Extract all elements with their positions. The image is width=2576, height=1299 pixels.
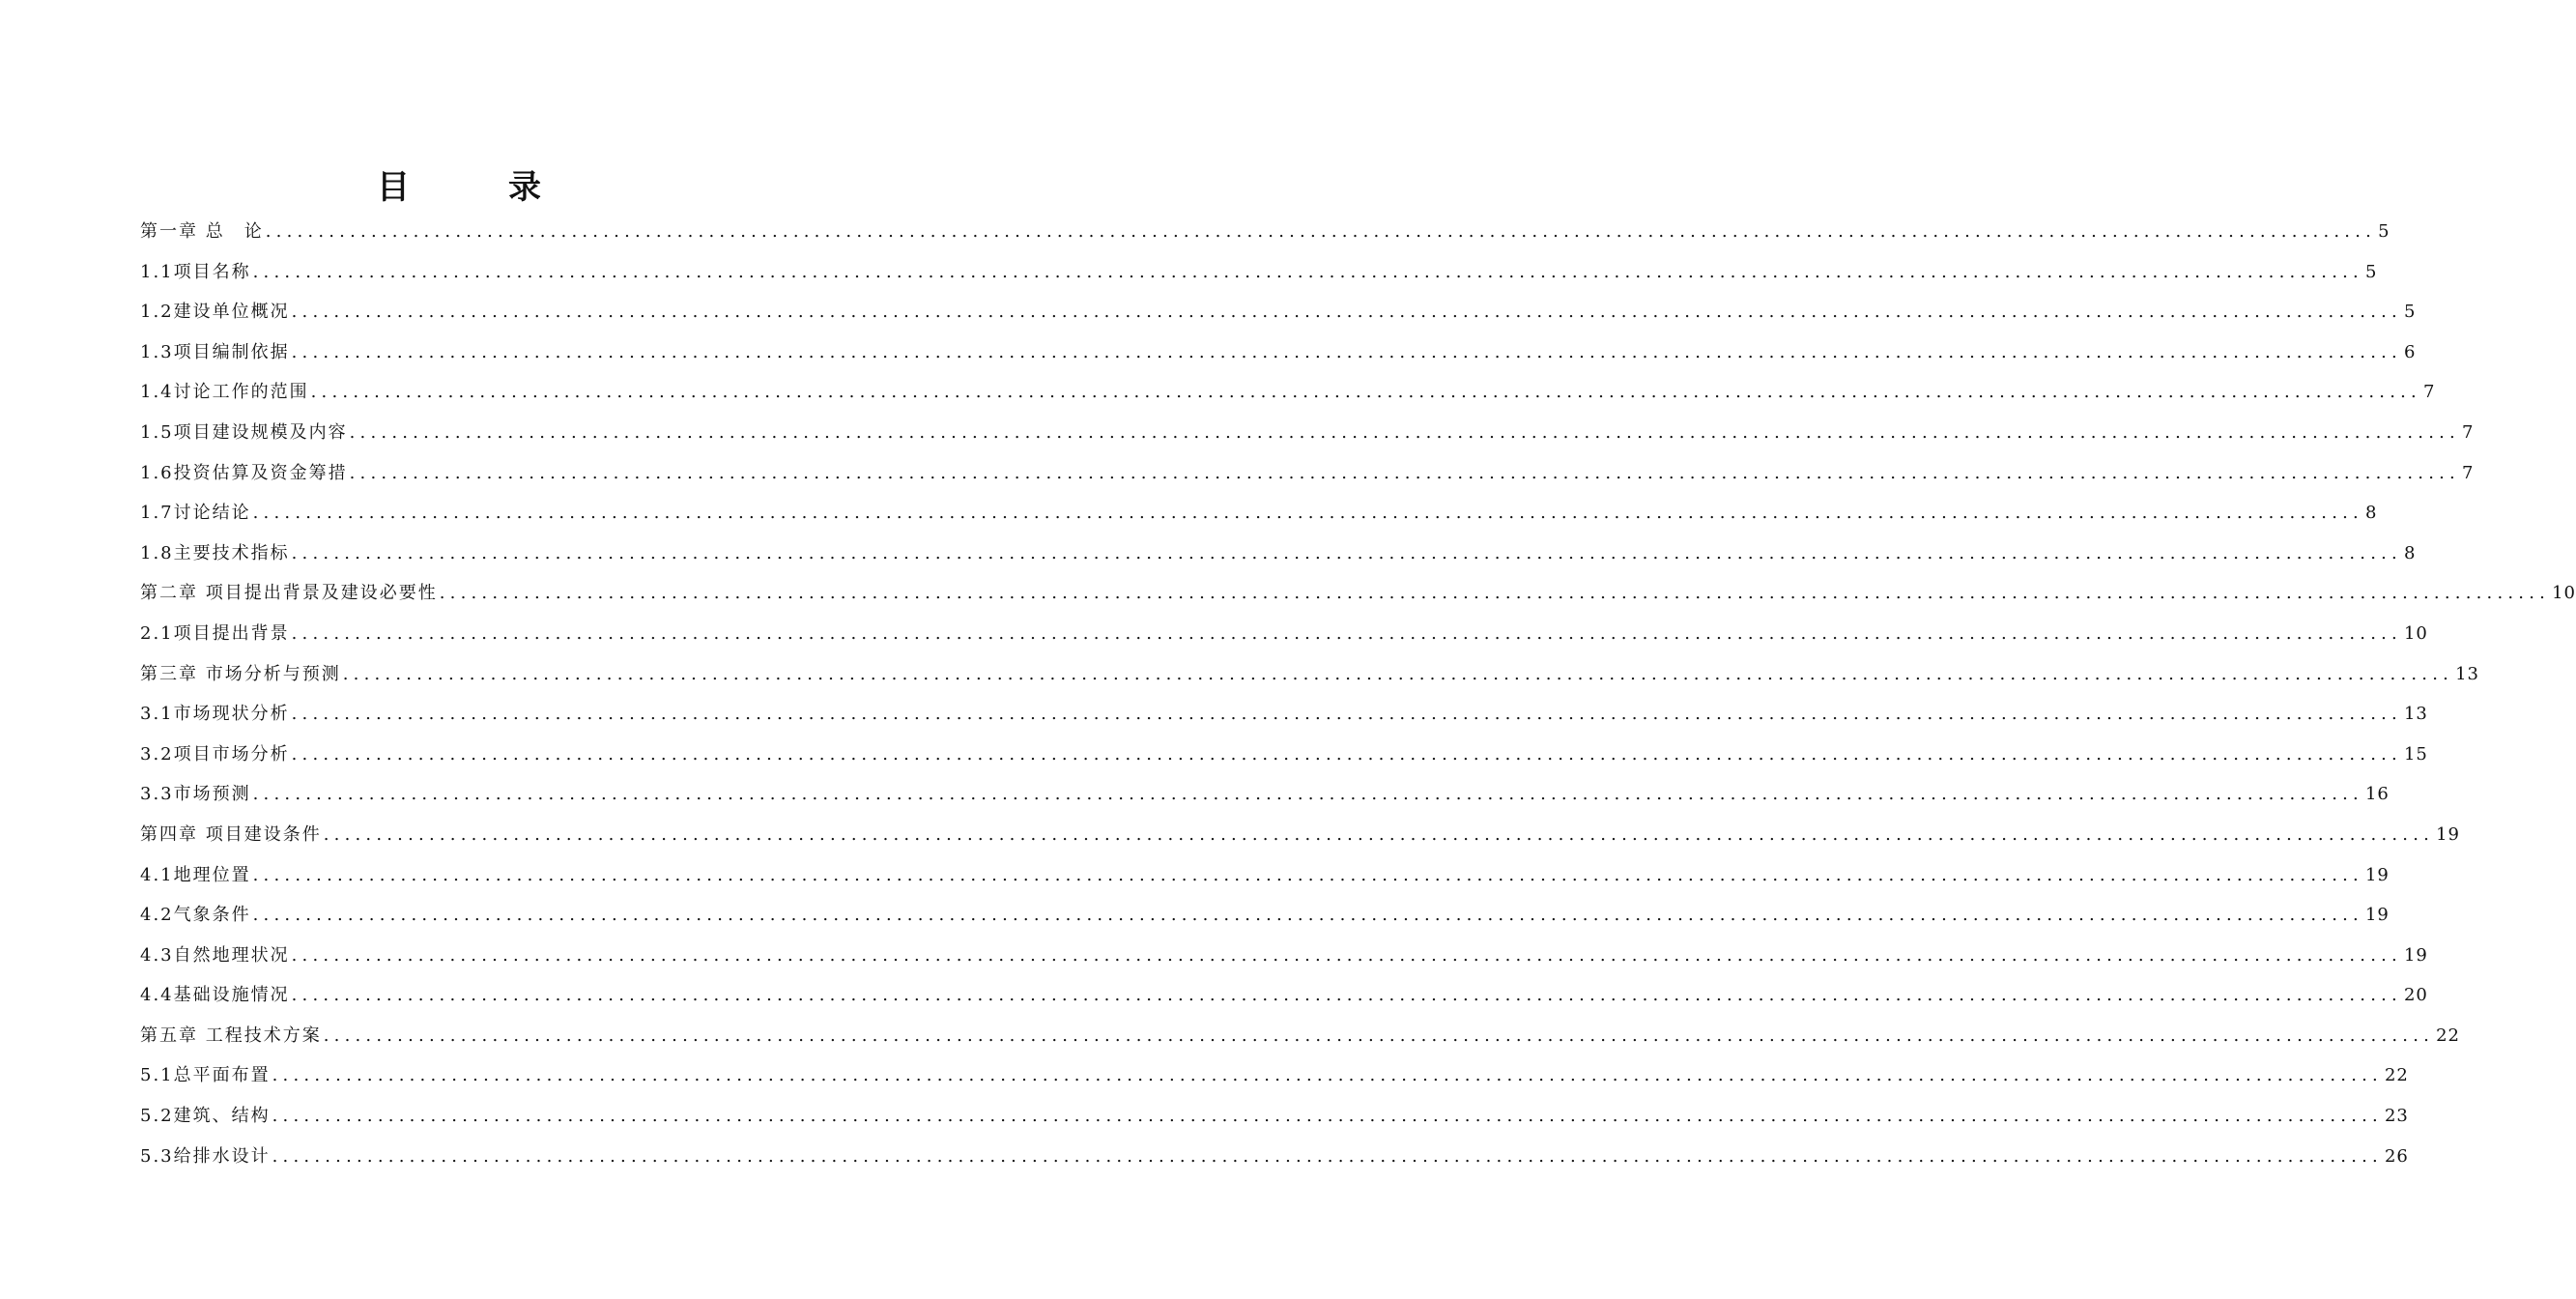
toc-entry-page-number: 22: [2384, 1065, 2409, 1086]
toc-entry-label: 5.2建筑、结构: [140, 1106, 271, 1127]
toc-entry-label: 3.2项目市场分析: [140, 743, 290, 765]
toc-entry[interactable]: [140, 975, 2428, 1016]
toc-entry-label: 第二章 项目提出背景及建设必要性: [140, 583, 438, 604]
table-of-contents: [140, 212, 2576, 1176]
toc-entry-page-number: 7: [2422, 382, 2436, 403]
toc-entry[interactable]: [140, 614, 2428, 654]
toc-entry[interactable]: [140, 453, 2475, 494]
toc-entry-label: 第三章 市场分析与预测: [140, 663, 341, 684]
toc-entry[interactable]: [140, 332, 2417, 373]
toc-leader-dots: ........................................................................................................................................................................................................: [342, 663, 2454, 684]
toc-leader-dots: ........................................................................................................................................................................................................: [265, 221, 2377, 242]
toc-entry[interactable]: [140, 1016, 2460, 1056]
toc-leader-dots: ........................................................................................................................................................................................................: [272, 1145, 2383, 1167]
toc-entry-label: 1.8主要技术指标: [140, 542, 290, 563]
toc-entry-label: 5.1总平面布置: [140, 1065, 271, 1086]
toc-entry-page-number: 15: [2403, 743, 2428, 765]
toc-leader-dots: ........................................................................................................................................................................................................: [272, 1065, 2383, 1086]
toc-leader-dots: ........................................................................................................................................................................................................: [349, 421, 2460, 443]
toc-entry-label: 1.5项目建设规模及内容: [140, 421, 348, 443]
toc-entry-page-number: 13: [2455, 663, 2479, 684]
toc-entry-label: 第五章 工程技术方案: [140, 1025, 322, 1046]
toc-leader-dots: ........................................................................................................................................................................................................: [349, 462, 2460, 483]
toc-entry-label: 1.2建设单位概况: [140, 302, 290, 323]
toc-entry[interactable]: [140, 654, 2479, 695]
toc-leader-dots: ........................................................................................................................................................................................................: [291, 542, 2402, 563]
toc-entry-label: 1.4讨论工作的范围: [140, 382, 309, 403]
toc-entry-label: 1.6投资估算及资金筹措: [140, 462, 348, 483]
toc-entry[interactable]: [140, 694, 2428, 735]
toc-entry-page-number: 6: [2403, 341, 2417, 362]
toc-entry[interactable]: [140, 573, 2576, 614]
toc-leader-dots: ........................................................................................................................................................................................................: [323, 823, 2435, 845]
toc-entry[interactable]: [140, 372, 2436, 413]
toc-leader-dots: ........................................................................................................................................................................................................: [310, 382, 2421, 403]
toc-entry-label: 4.2气象条件: [140, 905, 251, 926]
toc-entry-page-number: 19: [2436, 823, 2460, 845]
toc-entry-page-number: 10: [2403, 622, 2428, 644]
toc-entry-page-number: 8: [2403, 542, 2417, 563]
toc-leader-dots: ........................................................................................................................................................................................................: [252, 261, 2363, 282]
toc-entry-page-number: 7: [2461, 421, 2475, 443]
toc-entry[interactable]: [140, 212, 2390, 252]
toc-leader-dots: ........................................................................................................................................................................................................: [291, 944, 2402, 966]
toc-entry-page-number: 19: [2364, 905, 2390, 926]
toc-entry-page-number: 10: [2552, 583, 2576, 604]
toc-entry[interactable]: [140, 855, 2390, 896]
toc-leader-dots: ........................................................................................................................................................................................................: [291, 704, 2402, 725]
toc-entry-label: 1.7讨论结论: [140, 503, 251, 524]
toc-leader-dots: ........................................................................................................................................................................................................: [291, 985, 2402, 1006]
toc-entry-page-number: 22: [2436, 1025, 2460, 1046]
toc-entry-label: 4.4基础设施情况: [140, 985, 290, 1006]
toc-entry-page-number: 20: [2403, 985, 2428, 1006]
toc-entry[interactable]: [140, 1055, 2409, 1096]
toc-entry-page-number: 5: [2403, 302, 2417, 323]
toc-entry-page-number: 16: [2364, 784, 2390, 805]
toc-entry-page-number: 8: [2364, 503, 2378, 524]
toc-entry-label: 3.1市场现状分析: [140, 704, 290, 725]
toc-entry-page-number: 26: [2384, 1145, 2409, 1167]
toc-entry-label: 2.1项目提出背景: [140, 622, 290, 644]
toc-entry-page-number: 19: [2364, 864, 2390, 885]
toc-entry-label: 4.1地理位置: [140, 864, 251, 885]
toc-entry-label: 第一章 总 论: [140, 221, 264, 242]
toc-entry-page-number: 7: [2461, 462, 2475, 483]
toc-entry[interactable]: [140, 774, 2390, 815]
toc-entry-label: 4.3自然地理状况: [140, 944, 290, 966]
toc-leader-dots: ........................................................................................................................................................................................................: [252, 784, 2363, 805]
page-title: 目 录: [377, 168, 574, 207]
toc-leader-dots: ........................................................................................................................................................................................................: [252, 864, 2363, 885]
toc-entry-label: 1.3项目编制依据: [140, 341, 290, 362]
toc-leader-dots: ........................................................................................................................................................................................................: [252, 905, 2363, 926]
toc-entry[interactable]: [140, 936, 2428, 976]
toc-entry-page-number: 13: [2403, 704, 2428, 725]
toc-leader-dots: ........................................................................................................................................................................................................: [291, 341, 2402, 362]
toc-entry[interactable]: [140, 292, 2417, 332]
toc-leader-dots: ........................................................................................................................................................................................................: [323, 1025, 2435, 1046]
toc-leader-dots: ........................................................................................................................................................................................................: [291, 622, 2402, 644]
toc-entry-page-number: 5: [2378, 221, 2390, 242]
toc-entry-label: 3.3市场预测: [140, 784, 251, 805]
toc-entry[interactable]: [140, 895, 2390, 936]
toc-leader-dots: ........................................................................................................................................................................................................: [272, 1106, 2383, 1127]
toc-entry-label: 1.1项目名称: [140, 261, 251, 282]
toc-entry[interactable]: [140, 1137, 2409, 1177]
toc-entry[interactable]: [140, 534, 2417, 574]
toc-entry[interactable]: [140, 815, 2460, 855]
toc-entry-label: 第四章 项目建设条件: [140, 823, 322, 845]
toc-leader-dots: ........................................................................................................................................................................................................: [252, 503, 2363, 524]
toc-entry-label: 5.3给排水设计: [140, 1145, 271, 1167]
toc-leader-dots: ........................................................................................................................................................................................................: [291, 302, 2402, 323]
toc-entry[interactable]: [140, 1096, 2409, 1137]
toc-entry-page-number: 5: [2364, 261, 2378, 282]
toc-entry-page-number: 19: [2403, 944, 2428, 966]
toc-entry[interactable]: [140, 735, 2428, 775]
toc-leader-dots: ........................................................................................................................................................................................................: [439, 583, 2551, 604]
toc-entry[interactable]: [140, 493, 2378, 534]
toc-entry[interactable]: [140, 252, 2378, 293]
toc-entry[interactable]: [140, 413, 2475, 453]
toc-leader-dots: ........................................................................................................................................................................................................: [291, 743, 2402, 765]
toc-entry-page-number: 23: [2384, 1106, 2409, 1127]
